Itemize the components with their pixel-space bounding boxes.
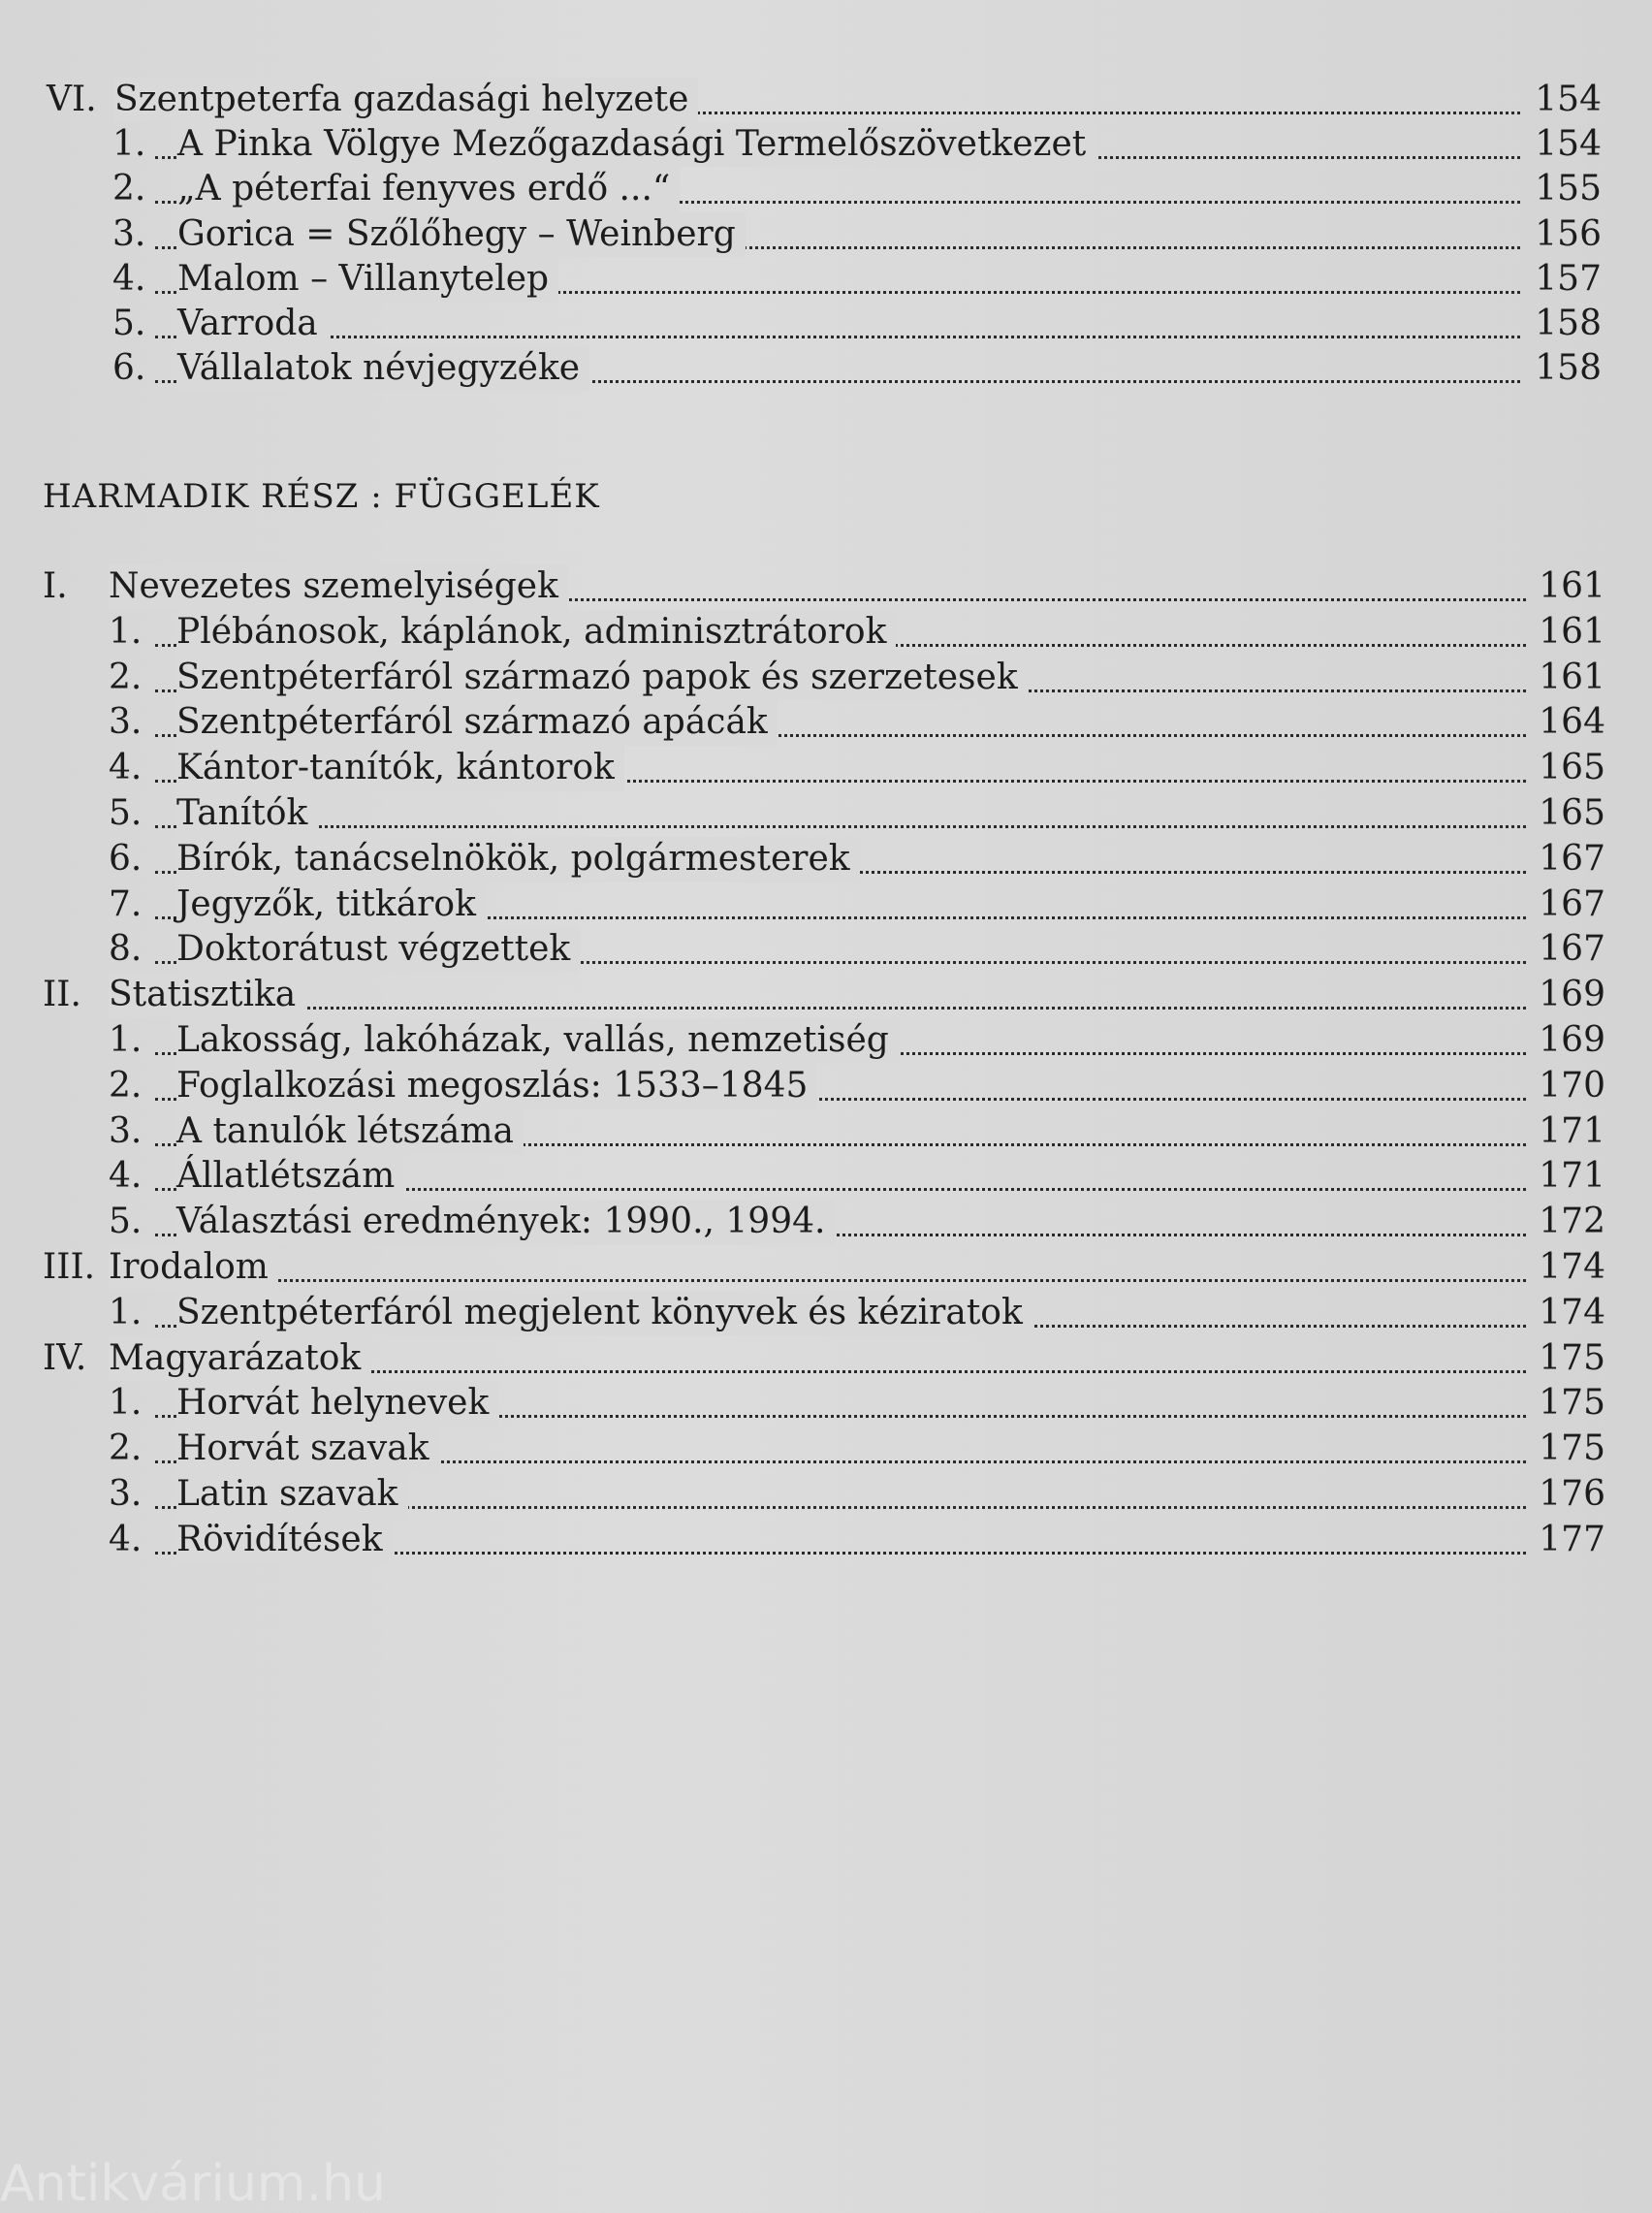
watermark: Antikvárium.hu <box>0 2155 386 2213</box>
toc-subentry <box>0 610 1652 656</box>
subentry-number: 2. <box>109 1065 143 1106</box>
subentry-number: 3. <box>112 213 146 254</box>
chapter-number: II. <box>43 975 81 1015</box>
subentry-title: Plébánosok, káplánok, adminisztrátorok <box>176 610 896 656</box>
page-number: 158 <box>1535 348 1602 389</box>
chapter-number: III. <box>43 1246 96 1287</box>
toc-subentry <box>0 656 1652 701</box>
subentry-number: 1. <box>112 124 146 165</box>
toc-subentry <box>0 1200 1652 1245</box>
toc-subentry <box>0 746 1652 791</box>
toc-chapter-entry <box>0 1245 1652 1291</box>
subentry-title: Kántor-tanítók, kántorok <box>176 746 624 791</box>
subentry-number: 1. <box>109 1383 143 1424</box>
page-number: 177 <box>1539 1519 1605 1559</box>
page-number: 169 <box>1539 975 1605 1015</box>
subentry-title: Horvát helynevek <box>176 1381 498 1427</box>
chapter-title: Magyarázatok <box>109 1336 370 1382</box>
subentry-number: 5. <box>109 1202 143 1242</box>
toc-subentry <box>0 122 1652 167</box>
page-number: 154 <box>1535 80 1602 119</box>
toc-subentry <box>0 257 1652 302</box>
page-number: 161 <box>1539 657 1605 697</box>
subentry-title: Rövidítések <box>176 1518 393 1563</box>
subentry-number: 7. <box>109 883 143 924</box>
chapter-title: Szentpeterfa gazdasági helyzete <box>114 78 698 122</box>
toc-subentry <box>0 1427 1652 1472</box>
subentry-title: Lakosság, lakóházak, vallás, nemzetiség <box>176 1018 899 1064</box>
subentry-number: 5. <box>109 792 143 833</box>
toc-chapter-entry <box>0 564 1652 610</box>
subentry-title: Választási eredmények: 1990., 1994. <box>176 1200 835 1245</box>
chapter-number: I. <box>43 566 68 606</box>
subentry-title: Foglalkozási megoszlás: 1533–1845 <box>176 1064 817 1109</box>
subentry-number: 5. <box>112 303 146 343</box>
subentry-number: 2. <box>109 1428 143 1469</box>
toc-chapter-entry <box>0 973 1652 1018</box>
subentry-number: 4. <box>109 1519 143 1559</box>
chapter-title: Irodalom <box>109 1245 278 1291</box>
subentry-title: Doktorátust végzettek <box>176 927 580 973</box>
page-number: 174 <box>1539 1246 1605 1287</box>
chapter-title: Statisztika <box>109 973 305 1018</box>
subentry-title: Latin szavak <box>176 1472 408 1518</box>
subentry-title: A Pinka Völgye Mezőgazdasági Termelőszövetkezet <box>177 122 1096 167</box>
subentry-number: 1. <box>109 611 143 652</box>
page-number: 165 <box>1539 792 1605 833</box>
page-number: 164 <box>1539 702 1605 743</box>
subentry-title: Szentpéterfáról származó papok és szerzetesek <box>176 656 1028 701</box>
toc-part-vi <box>0 78 1652 391</box>
page-number: 155 <box>1535 169 1602 209</box>
toc-subentry <box>0 1518 1652 1563</box>
subentry-number: 1. <box>109 1292 143 1332</box>
subentry-number: 2. <box>112 169 146 209</box>
subentry-number: 6. <box>109 838 143 879</box>
page-number: 157 <box>1535 258 1602 299</box>
page-number: 175 <box>1539 1428 1605 1469</box>
subentry-title: Vállalatok névjegyzéke <box>177 346 589 391</box>
page-number: 175 <box>1539 1337 1605 1378</box>
subentry-title: Tanítók <box>176 791 317 837</box>
toc-subentry <box>0 212 1652 257</box>
chapter-number: IV. <box>43 1337 87 1378</box>
page-number: 169 <box>1539 1019 1605 1060</box>
toc-subentry <box>0 167 1652 211</box>
chapter-title: Nevezetes szemelyiségek <box>109 564 568 610</box>
toc-subentry <box>0 1381 1652 1427</box>
subentry-number: 2. <box>109 657 143 697</box>
subentry-number: 3. <box>109 1473 143 1514</box>
chapter-number: VI. <box>47 80 97 119</box>
page-number: 172 <box>1539 1202 1605 1242</box>
toc-subentry <box>0 1109 1652 1155</box>
page-number: 167 <box>1539 838 1605 879</box>
toc-subentry <box>0 1291 1652 1336</box>
page-number: 171 <box>1539 1156 1605 1197</box>
toc-subentry <box>0 1154 1652 1200</box>
subentry-title: Szentpéterfáról származó apácák <box>176 700 778 746</box>
subentry-number: 3. <box>109 702 143 743</box>
subentry-number: 8. <box>109 929 143 970</box>
subentry-number: 4. <box>112 258 146 299</box>
subentry-title: „A péterfai fenyves erdő ...“ <box>177 167 680 211</box>
page-number: 170 <box>1539 1065 1605 1106</box>
page-number: 158 <box>1535 303 1602 343</box>
page-number: 161 <box>1539 611 1605 652</box>
subentry-number: 4. <box>109 1156 143 1197</box>
page-number: 171 <box>1539 1110 1605 1151</box>
dot-leader <box>155 1003 1526 1010</box>
subentry-title: Bírók, tanácselnökök, polgármesterek <box>176 837 860 882</box>
subentry-number: 1. <box>109 1019 143 1060</box>
toc-subentry <box>0 791 1652 837</box>
subentry-title: A tanulók létszáma <box>176 1109 524 1155</box>
page-number: 161 <box>1539 566 1605 606</box>
toc-subentry <box>0 837 1652 882</box>
toc-subentry <box>0 700 1652 746</box>
subentry-number: 3. <box>109 1110 143 1151</box>
subentry-number: 4. <box>109 748 143 788</box>
toc-subentry <box>0 302 1652 346</box>
toc-subentry <box>0 882 1652 928</box>
dot-leader <box>155 821 1526 828</box>
subentry-number: 6. <box>112 348 146 389</box>
toc-subentry <box>0 1472 1652 1518</box>
page-number: 175 <box>1539 1383 1605 1424</box>
subentry-title: Malom – Villanytelep <box>177 257 558 302</box>
toc-chapter-entry <box>0 1336 1652 1382</box>
page-number: 176 <box>1539 1473 1605 1514</box>
toc-appendix <box>0 564 1652 1563</box>
subentry-title: Horvát szavak <box>176 1427 439 1472</box>
dot-leader <box>155 332 1520 338</box>
subentry-title: Jegyzők, titkárok <box>176 882 486 928</box>
toc-subentry <box>0 1064 1652 1109</box>
toc-chapter-entry <box>0 78 1652 122</box>
subentry-title: Gorica = Szőlőhegy – Weinberg <box>177 212 746 257</box>
page-number: 167 <box>1539 883 1605 924</box>
section-heading: HARMADIK RÉSZ : FÜGGELÉK <box>43 477 600 516</box>
toc-subentry <box>0 346 1652 391</box>
subentry-title: Állatlétszám <box>176 1154 404 1200</box>
page-number: 167 <box>1539 929 1605 970</box>
toc-subentry <box>0 927 1652 973</box>
toc-subentry <box>0 1018 1652 1064</box>
dot-leader <box>155 1275 1526 1282</box>
page-number: 165 <box>1539 748 1605 788</box>
subentry-title: Varroda <box>177 302 328 346</box>
page-number: 174 <box>1539 1292 1605 1332</box>
page-number: 154 <box>1535 124 1602 165</box>
page-number: 156 <box>1535 213 1602 254</box>
subentry-title: Szentpéterfáról megjelent könyvek és kéziratok <box>176 1291 1032 1336</box>
